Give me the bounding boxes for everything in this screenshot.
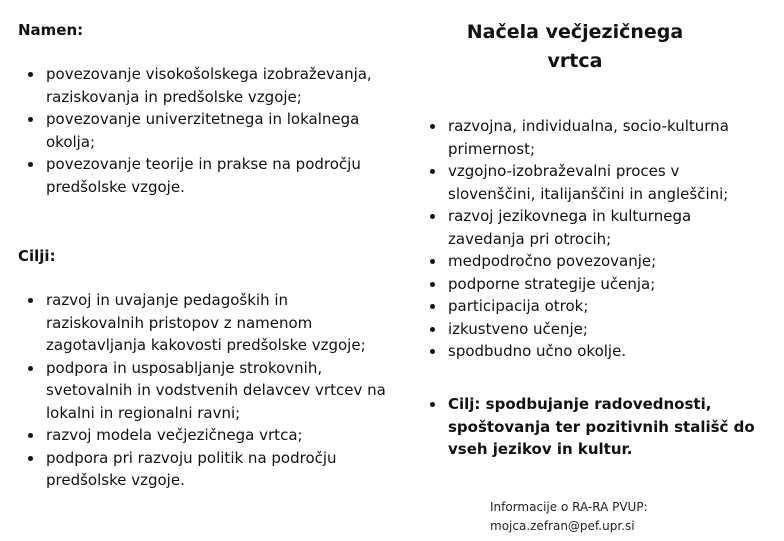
list-item: povezovanje univerzitetnega in lokalnega okolja; — [18, 108, 390, 153]
contact-info — [490, 498, 648, 536]
list-item: izkustveno učenje; — [420, 318, 770, 341]
list-item: podpora in usposabljanje strokovnih, svetovalnih in vodstvenih delavcev vrtcev na lokalni in regionalni ravni; — [18, 357, 390, 425]
contact-label: Informacije o RA-RA PVUP: — [490, 500, 648, 514]
list-item: razvoj in uvajanje pedagoških in raziskovalnih pristopov z namenom zagotavljanja kakovosti predšolske vzgoje; — [18, 289, 390, 357]
page-title — [420, 18, 730, 76]
list-item: participacija otrok; — [420, 295, 770, 318]
goals-list — [18, 289, 390, 492]
list-item: medpodročno povezovanje; — [420, 250, 770, 273]
title-line-1: Načela večjezičnega — [466, 21, 684, 43]
list-item: vzgojno-izobraževalni proces v slovenščini, italijanščini in angleščini; — [420, 160, 770, 205]
list-item: razvoj jezikovnega in kulturnega zavedanja pri otrocih; — [420, 205, 770, 250]
list-item: povezovanje visokošolskega izobraževanja, raziskovanja in predšolske vzgoje; — [18, 63, 390, 108]
main-goal-text: Cilj: spodbujanje radovednosti, spoštovanja ter pozitivnih stališč do vseh jezikov in kultur. — [420, 393, 770, 461]
list-item: povezovanje teorije in prakse na področju predšolske vzgoje. — [18, 153, 390, 198]
principles-list — [420, 115, 770, 363]
list-item: razvojna, individualna, socio-kulturna primernost; — [420, 115, 770, 160]
purpose-heading: Namen: — [18, 21, 84, 39]
purpose-list — [18, 63, 390, 198]
list-item: podporne strategije učenja; — [420, 273, 770, 296]
list-item: podpora pri razvoju politik na področju predšolske vzgoje. — [18, 447, 390, 492]
contact-email[interactable]: mojca.zefran@pef.upr.si — [490, 519, 635, 533]
title-line-2: vrtca — [547, 50, 603, 72]
goals-heading: Cilji: — [18, 247, 56, 265]
list-item: razvoj modela večjezičnega vrtca; — [18, 424, 390, 447]
main-goal — [420, 393, 770, 461]
list-item: spodbudno učno okolje. — [420, 340, 770, 363]
